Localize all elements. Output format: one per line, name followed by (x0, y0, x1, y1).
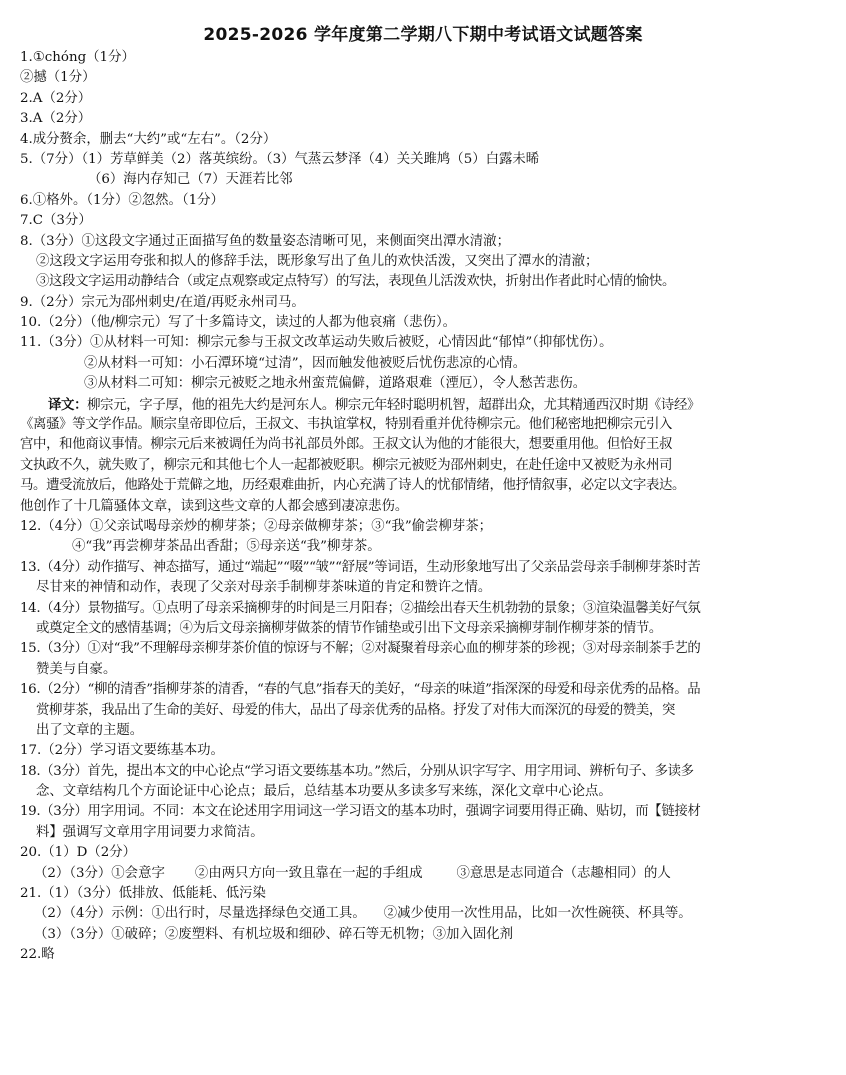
answer-8c: ③这段文字运用动静结合（或定点观察或定点特写）的写法，表现鱼儿活泼欢快，折射出作者此时心情的愉快。 (36, 274, 675, 290)
translation-line-2: 《离骚》等文学作品。顺宗皇帝即位后，王叔文、韦执谊掌权，特别看重并优待柳宗元。他们秘密地把柳宗元引入 (20, 417, 673, 433)
answer-1b: ②撼（1分） (20, 70, 96, 86)
translation-line-1 (20, 395, 838, 415)
answer-4: 4.成分赘余，删去“大约”或“左右”。（2分） (20, 131, 277, 147)
answer-21b-part2: ②减少使用一次性用品，比如一次性碗筷、杯具等。 (383, 906, 692, 922)
answer-17: 17.（2分）学习语文要练基本功。 (20, 743, 224, 759)
answer-18a: 18.（3分）首先，提出本文的中心论点“学习语文要练基本功。”然后，分别从识字写字、用字用词、辨析句子、多读多 (20, 763, 694, 779)
answer-2: 2.A（2分） (20, 90, 92, 106)
translation-label: 译文： (48, 396, 88, 413)
answer-20b-part3: ③意思是志同道合（志趣相同）的人 (456, 865, 671, 881)
answer-9: 9.（2分）宗元为邵州刺史/在道/再贬永州司马。 (20, 294, 305, 310)
translation-text-1: 柳宗元，字子厚，他的祖先大约是河东人。柳宗元年轻时聪明机智，超群出众，尤其精通西汉时期《诗经》 (87, 397, 701, 413)
answer-11b: ②从材料一可知：小石潭环境“过清”，因而触发他被贬后忧伤悲凉的心情。 (84, 355, 527, 371)
translation-line-3: 宫中，和他商议事情。柳宗元后来被调任为尚书礼部员外郎。王叔文认为他的才能很大，想要重用他。但恰好王叔 (20, 437, 673, 453)
answer-15a: 15.（3分）①对“我”不理解母亲柳芽茶价值的惊讶与不解；②对凝聚着母亲心血的柳芽茶的珍视；③对母亲制茶手艺的 (20, 641, 701, 657)
answer-15b: 赞美与自豪。 (36, 661, 117, 677)
answer-22: 22.略 (20, 947, 55, 963)
answer-16b: 赏柳芽茶，我品出了生命的美好、母爱的伟大，品出了母亲优秀的品格。抒发了对伟大而深沉的母爱的赞美，突 (36, 702, 675, 718)
answer-3: 3.A（2分） (20, 111, 92, 127)
answer-7: 7.C（3分） (20, 213, 92, 229)
answer-21b-line (20, 904, 838, 924)
answer-5b: （6）海内存知己（7）天涯若比邻 (88, 172, 293, 188)
answer-18b: 念、文章结构几个方面论证中心论点；最后，总结基本功要从多读多写来练，深化文章中心论点。 (36, 784, 612, 800)
answer-20b-part2: ②由两只方向一致且靠在一起的手组成 (194, 865, 423, 881)
answer-20a: 20.（1）D（2分） (20, 845, 137, 861)
answer-10: 10.（2分）（他/柳宗元）写了十多篇诗文，读过的人都为他哀痛（悲伤）。 (20, 315, 457, 331)
answer-12b: ④“我”再尝柳芽茶品出香甜；⑤母亲送“我”柳芽茶。 (72, 539, 381, 555)
answer-12a: 12.（4分）①父亲试喝母亲炒的柳芽茶；②母亲做柳芽茶；③“我”偷尝柳芽茶； (20, 518, 493, 534)
answer-14b: 或奠定全文的感情基调；④为后文母亲摘柳芽做茶的情节作铺垫或引出下文母亲采摘柳芽制作柳芽茶的情节。 (36, 620, 662, 636)
answer-11c: ③从材料二可知：柳宗元被贬之地永州蛮荒偏僻，道路艰难（湮厄），令人愁苦悲伤。 (84, 376, 587, 392)
answer-6: 6.①格外。（1分）②忽然。（1分） (20, 192, 224, 208)
answer-11a: 11.（3分）①从材料一可知：柳宗元参与王叔文改革运动失败后被贬，心情因此“郁悼”（抑郁忧伤）。 (20, 335, 613, 351)
translation-line-6: 他创作了十几篇骚体文章，读到这些文章的人都会感到凄凉悲伤。 (20, 498, 409, 514)
answer-21b-part1: （2）（4分）示例：①出行时，尽量选择绿色交通工具。 (34, 906, 366, 922)
answer-8a: 8.（3分）①这段文字通过正面描写鱼的数量姿态清晰可见，来侧面突出潭水清澈； (20, 233, 510, 249)
answer-19a: 19.（3分）用字用词。不同：本文在论述用字用词这一学习语文的基本功时，强调字词要用得正确、贴切，而【链接材 (20, 804, 701, 820)
answer-19b: 料】强调写文章用字用词要力求简洁。 (36, 824, 264, 840)
answer-13b: 尽甘来的神情和动作，表现了父亲对母亲手制柳芽茶味道的肯定和赞许之情。 (36, 580, 492, 596)
answer-20b-part1: （2）（3分）①会意字 (34, 865, 165, 881)
page-title: 2025-2026 学年度第二学期八下期中考试语文试题答案 (203, 25, 643, 45)
answer-20b-line (20, 864, 838, 884)
answer-14a: 14.（4分）景物描写。①点明了母亲采摘柳芽的时间是三月阳春；②描绘出春天生机勃勃的景象；③渲染温馨美好气氛 (20, 600, 701, 616)
answer-16a: 16.（2分）“柳的清香”指柳芽茶的清香，“春的气息”指春天的美好，“母亲的味道”指深深的母爱和母亲优秀的品格。品 (20, 682, 701, 698)
answer-8b: ②这段文字运用夸张和拟人的修辞手法，既形象写出了鱼儿的欢快活泼，又突出了潭水的清澈； (36, 253, 599, 269)
translation-line-5: 马。遭受流放后，他路处于荒僻之地，历经艰难曲折，内心充满了诗人的忧郁情绪，他抒情叙事，必定以文字表达。 (20, 478, 686, 494)
translation-line-4: 文执政不久，就失败了，柳宗元和其他七个人一起都被贬职。柳宗元被贬为邵州刺史，在赴任途中又被贬为永州司 (20, 457, 673, 473)
answer-5a: 5.（7分）（1）芳草鲜美（2）落英缤纷。（3）气蒸云梦泽（4）关关雎鸠（5）白露未晞 (20, 151, 540, 167)
answer-13a: 13.（4分）动作描写、神态描写，通过“端起”“啜”“皱”“舒展”等词语，生动形象地写出了父亲品尝母亲手制柳芽茶时苦 (20, 559, 701, 575)
answer-16c: 出了文章的主题。 (36, 722, 144, 738)
answer-1a: 1.①chóng（1分） (20, 50, 135, 65)
answer-list (20, 48, 838, 966)
answer-21c: （3）（3分）①破碎；②废塑料、有机垃圾和细砂、碎石等无机物；③加入固化剂 (34, 926, 514, 942)
answer-21a: 21.（1）（3分）低排放、低能耗、低污染 (20, 886, 266, 902)
